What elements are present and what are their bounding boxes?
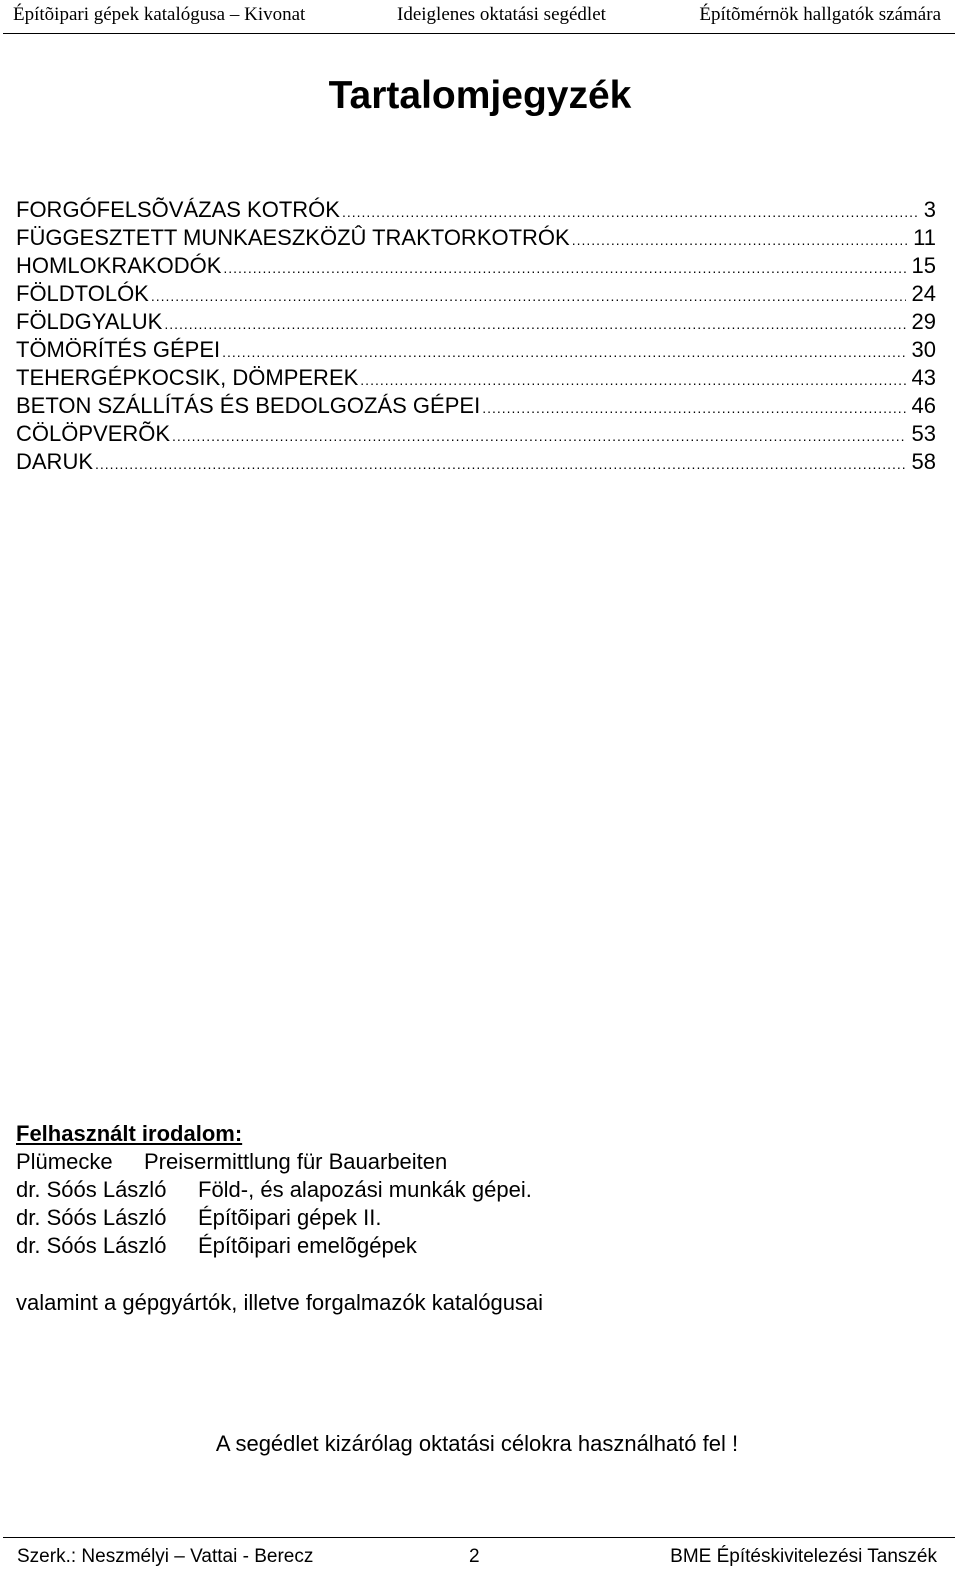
- toc-entry[interactable]: [16, 448, 936, 476]
- toc-entry[interactable]: [16, 392, 936, 420]
- toc-entry-page: 53: [911, 421, 936, 446]
- toc-entry-page: 11: [913, 225, 936, 250]
- toc-entry[interactable]: [16, 252, 936, 280]
- toc-leader-dots: [360, 366, 905, 394]
- page-title: Tartalomjegyzék: [328, 74, 632, 117]
- toc-entry[interactable]: [16, 420, 936, 448]
- footer-department: BME Építéskivitelezési Tanszék: [670, 1546, 937, 1567]
- toc-entry-page: 43: [911, 365, 936, 390]
- reference-author: dr. Sóós László: [16, 1205, 167, 1230]
- toc-leader-dots: [222, 338, 905, 366]
- reference-title: Preisermittlung für Bauarbeiten: [144, 1149, 448, 1174]
- reference-author: Plümecke: [16, 1149, 113, 1174]
- toc-entry-label: FORGÓFELSÕVÁZAS KOTRÓK: [16, 197, 340, 222]
- reference-title: Építõipari emelõgépek: [198, 1233, 417, 1258]
- footer-page-number: 2: [469, 1546, 480, 1567]
- page-header: [3, 0, 955, 34]
- header-right-text: Építõmérnök hallgatók számára: [699, 4, 941, 25]
- toc-leader-dots: [572, 226, 907, 254]
- reference-title: Föld-, és alapozási munkák gépei.: [198, 1177, 532, 1202]
- references-heading: Felhasznált irodalom:: [16, 1121, 243, 1146]
- reference-item: [16, 1176, 532, 1204]
- toc-entry-label: HOMLOKRAKODÓK: [16, 253, 222, 278]
- references-section: [16, 1120, 532, 1260]
- reference-title: Építõipari gépek II.: [198, 1205, 382, 1230]
- table-of-contents: [16, 196, 936, 476]
- toc-leader-dots: [223, 254, 905, 282]
- toc-entry-label: CÖLÖPVERÕK: [16, 421, 171, 446]
- toc-entry-label: TÖMÖRÍTÉS GÉPEI: [16, 337, 221, 362]
- toc-entry-label: TEHERGÉPKOCSIK, DÖMPEREK: [16, 365, 359, 390]
- toc-leader-dots: [482, 394, 905, 422]
- toc-entry-page: 29: [911, 309, 936, 334]
- toc-leader-dots: [172, 422, 905, 450]
- toc-entry[interactable]: [16, 280, 936, 308]
- toc-entry-label: DARUK: [16, 449, 94, 474]
- toc-entry-page: 58: [911, 449, 936, 474]
- toc-leader-dots: [342, 198, 918, 226]
- page-footer: [3, 1537, 955, 1576]
- toc-leader-dots: [164, 310, 905, 338]
- reference-item: [16, 1204, 532, 1232]
- toc-entry-label: FÖLDGYALUK: [16, 309, 163, 334]
- footer-editors: Szerk.: Neszmélyi – Vattai - Berecz: [17, 1546, 314, 1567]
- reference-author: dr. Sóós László: [16, 1177, 167, 1202]
- toc-leader-dots: [151, 282, 906, 310]
- toc-entry-page: 15: [911, 253, 936, 278]
- toc-entry-label: FÜGGESZTETT MUNKAESZKÖZÛ TRAKTORKOTRÓK: [16, 225, 570, 250]
- reference-item: [16, 1148, 532, 1176]
- toc-entry-label: FÖLDTOLÓK: [16, 281, 149, 306]
- header-left-text: Építõipari gépek katalógusa – Kivonat: [13, 4, 306, 25]
- toc-entry[interactable]: [16, 364, 936, 392]
- header-middle-text: Ideiglenes oktatási segédlet: [397, 4, 606, 25]
- usage-notice: A segédlet kizárólag oktatási célokra használható fel !: [215, 1431, 739, 1456]
- toc-leader-dots: [95, 450, 906, 478]
- toc-entry[interactable]: [16, 224, 936, 252]
- reference-author: dr. Sóós László: [16, 1233, 167, 1258]
- toc-entry-page: 30: [911, 337, 936, 362]
- toc-entry[interactable]: [16, 308, 936, 336]
- toc-entry-page: 24: [911, 281, 936, 306]
- toc-entry[interactable]: [16, 336, 936, 364]
- toc-entry[interactable]: [16, 196, 936, 224]
- reference-item: [16, 1232, 532, 1260]
- references-closing-note: valamint a gépgyártók, illetve forgalmazók katalógusai: [16, 1290, 544, 1315]
- toc-entry-label: BETON SZÁLLÍTÁS ÉS BEDOLGOZÁS GÉPEI: [16, 393, 481, 418]
- toc-entry-page: 3: [923, 197, 936, 222]
- toc-entry-page: 46: [911, 393, 936, 418]
